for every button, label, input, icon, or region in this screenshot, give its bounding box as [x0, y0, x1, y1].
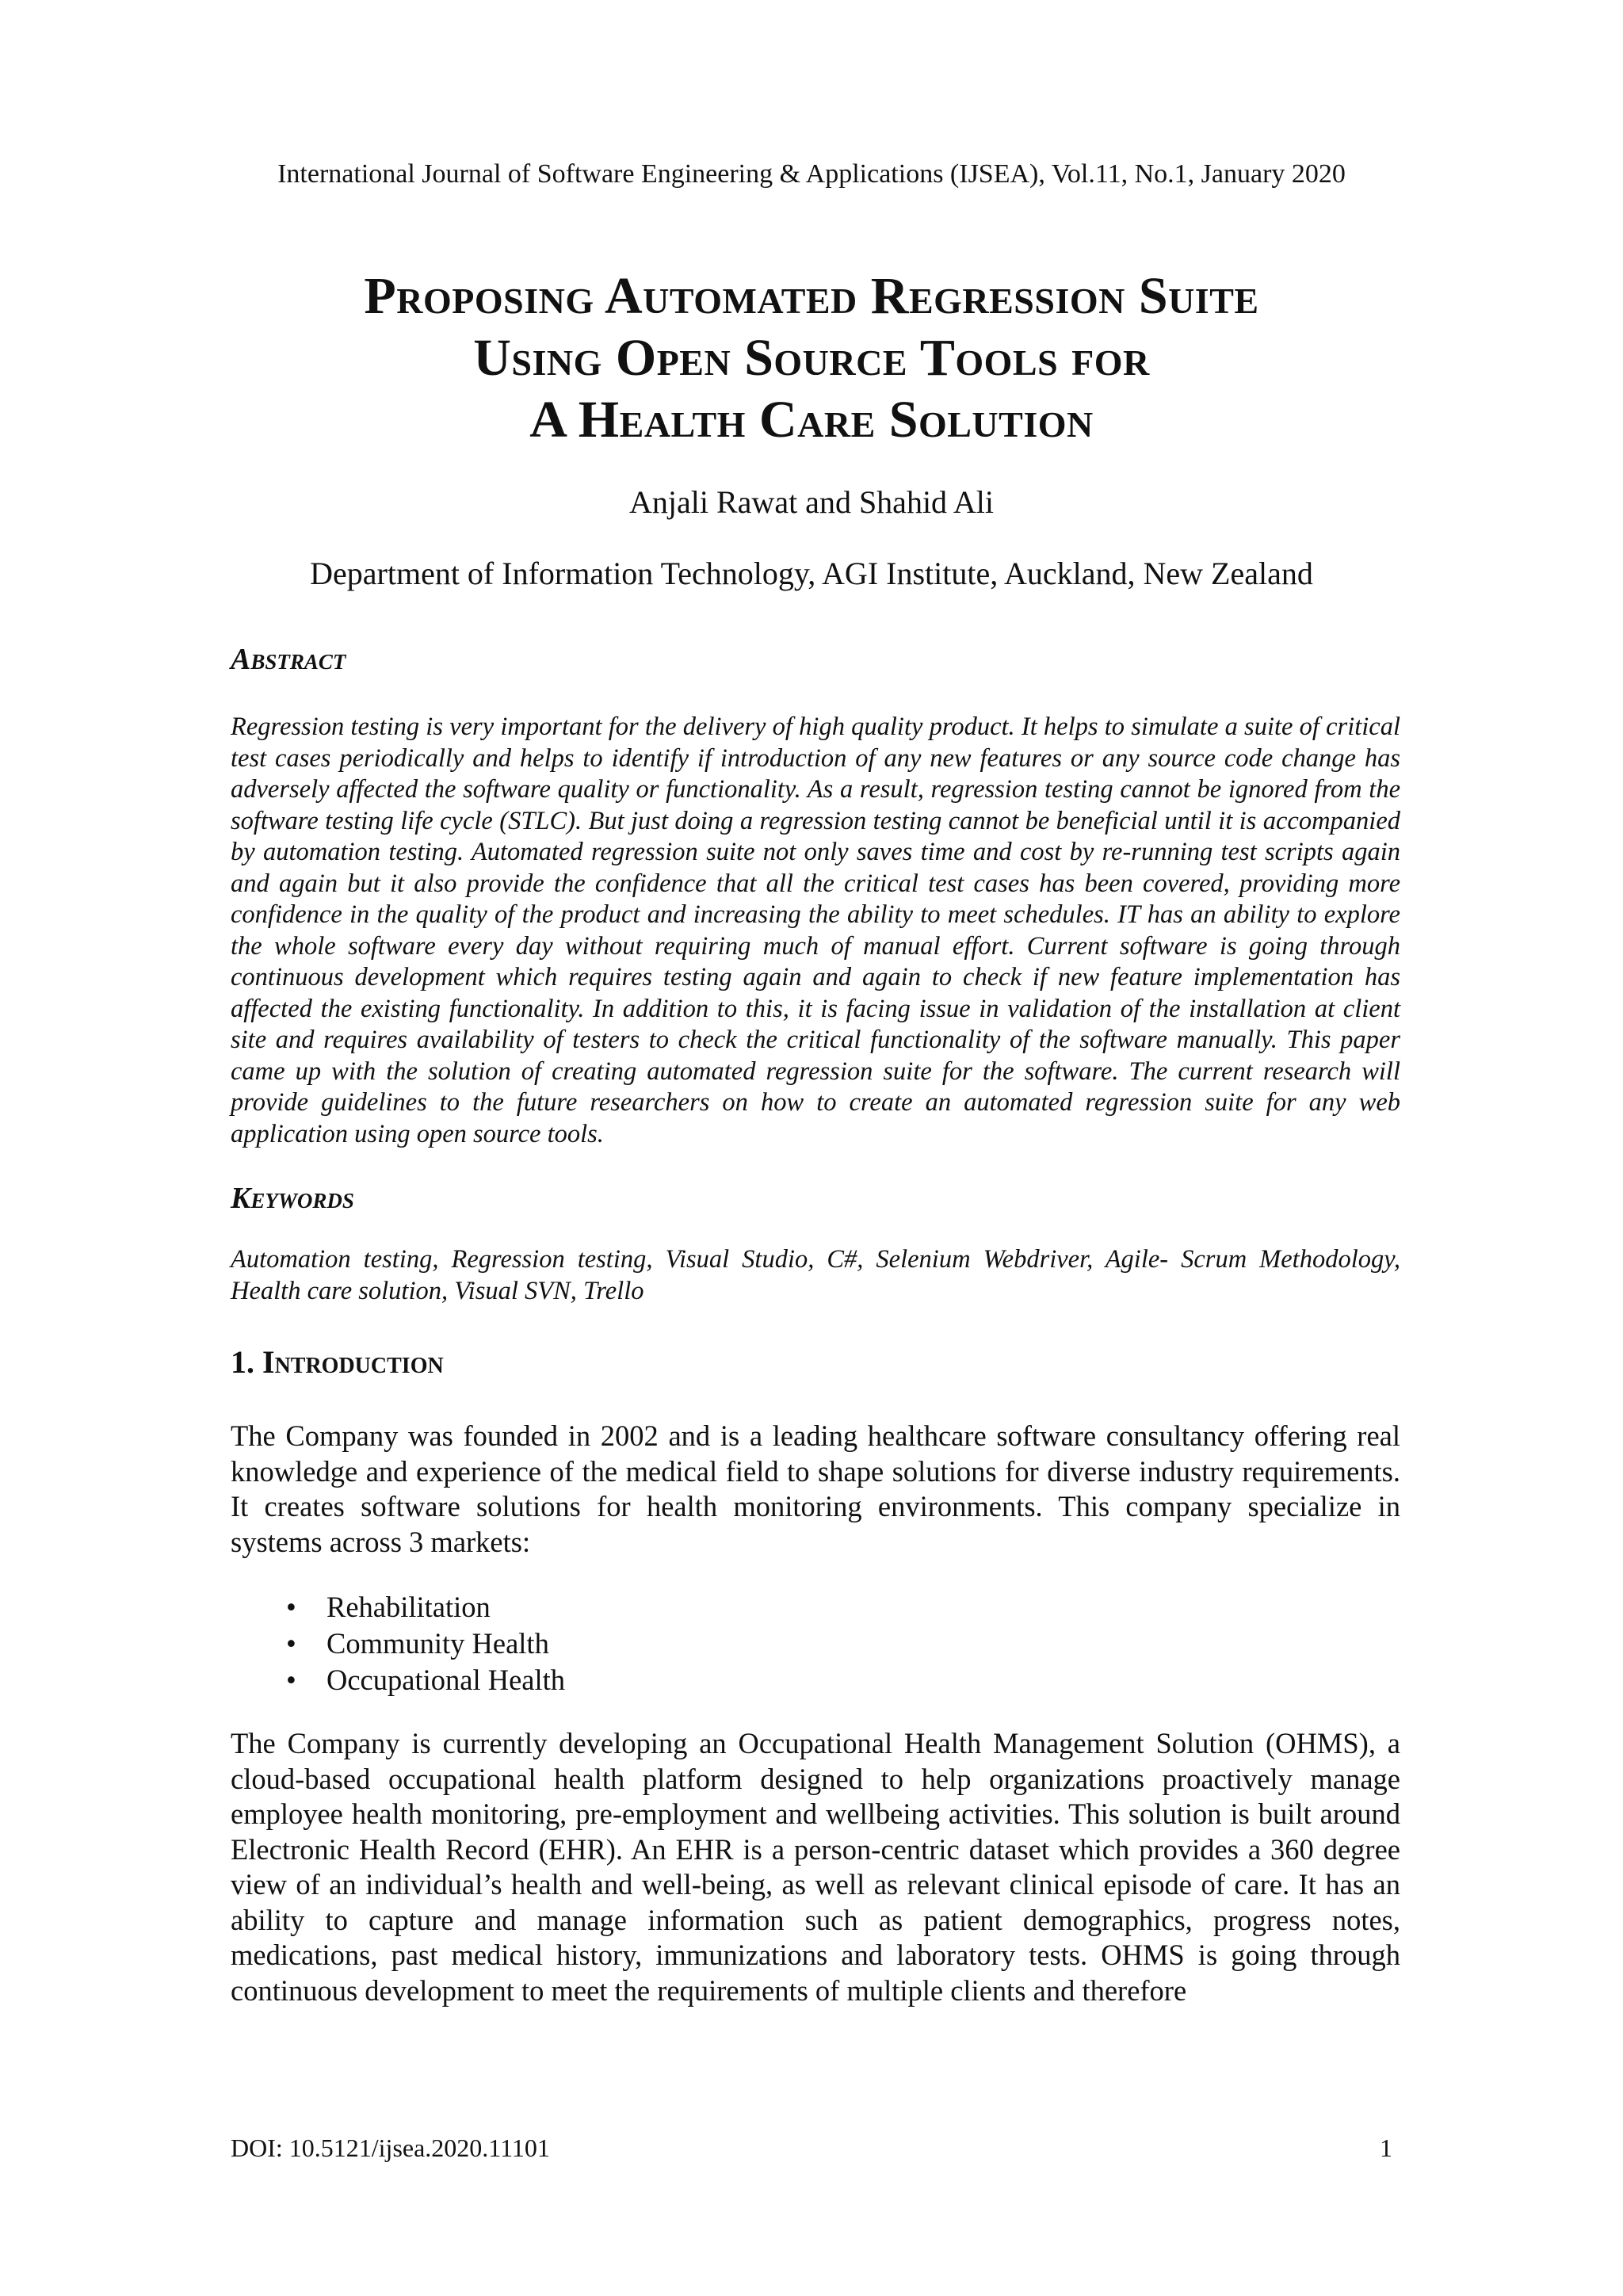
section-title: Introduction	[262, 1344, 444, 1380]
paper-title	[0, 266, 1623, 451]
title-line: A Health Care Solution	[529, 391, 1094, 449]
list-item-label: Occupational Health	[327, 1664, 566, 1696]
markets-list	[231, 1589, 565, 1698]
page-number: 1	[1380, 2134, 1392, 2162]
introduction-paragraph-2: The Company is currently developing an Occupational Health Management Solution (OHMS), a cloud-based occupational health platform designed to help organizations proactively manage employee health monitoring, pre-employment and wellbeing activities. This solution is built around Electronic Health Record (EHR). An EHR is a person-centric dataset which provides a 360 degree view of an individual’s health and well-being, as well as relevant clinical episode of care. It has an ability to capture and manage information such as patient demographics, progress notes, medications, past medical history, immunizations and laboratory tests. OHMS is going through continuous development to meet the requirements of multiple clients and therefore	[231, 1727, 1400, 2007]
keywords-text: Automation testing, Regression testing, Visual Studio, C#, Selenium Webdriver, Agile- Scrum Methodology, Health care solution, Visual SVN, Trello	[231, 1245, 1400, 1305]
bullet-icon: •	[286, 1627, 296, 1660]
bullet-icon: •	[286, 1664, 296, 1696]
abstract-text: Regression testing is very important for the delivery of high quality product. It helps to simulate a suite of critical test cases periodically and helps to identify if introduction of any new features or any source code change has adversely affected the software quality or functionality. As a result, regression testing cannot be ignored from the software testing life cycle (STLC). But just doing a regression testing cannot be beneficial until it is accompanied by automation testing. Automated regression suite not only saves time and cost by re-running test scripts again and again but it also provide the confidence that all the critical test cases has been covered, providing more confidence in the quality of the product and increasing the ability to meet schedules. IT has an ability to explore the whole software every day without requiring much of manual effort. Current software is going through continuous development which requires testing again and again to check if new feature implementation has affected the existing functionality. In addition to this, it is facing issue in validation of the installation at client site and requires availability of testers to check the critical functionality of the software manually. This paper came up with the solution of creating automated regression suite for the software. The current research will provide guidelines to the future researchers on how to create an automated regression suite for any web application using open source tools.	[231, 712, 1400, 1148]
running-header: International Journal of Software Engineering & Applications (IJSEA), Vol.11, No.1, January 2020	[277, 159, 1346, 189]
list-item	[231, 1662, 565, 1698]
keywords-heading: Keywords	[231, 1182, 354, 1215]
section-number: 1.	[231, 1344, 262, 1380]
title-line: Proposing Automated Regression Suite	[364, 267, 1259, 325]
authors: Anjali Rawat and Shahid Ali	[629, 484, 994, 520]
list-item	[231, 1589, 565, 1626]
affiliation: Department of Information Technology, AGI Institute, Auckland, New Zealand	[310, 556, 1313, 591]
doi: DOI: 10.5121/ijsea.2020.11101	[231, 2134, 550, 2162]
list-item	[231, 1626, 565, 1662]
introduction-heading	[231, 1343, 444, 1381]
list-item-label: Rehabilitation	[327, 1591, 491, 1623]
abstract-heading: Abstract	[231, 643, 346, 676]
bullet-icon: •	[286, 1591, 296, 1623]
list-item-label: Community Health	[327, 1627, 549, 1660]
title-line: Using Open Source Tools for	[473, 329, 1150, 387]
introduction-paragraph-1: The Company was founded in 2002 and is a leading healthcare software consultancy offering real knowledge and experience of the medical field to shape solutions for diverse industry requirements. It creates software solutions for health monitoring environments. This company specialize in systems across 3 markets:	[231, 1419, 1400, 1558]
